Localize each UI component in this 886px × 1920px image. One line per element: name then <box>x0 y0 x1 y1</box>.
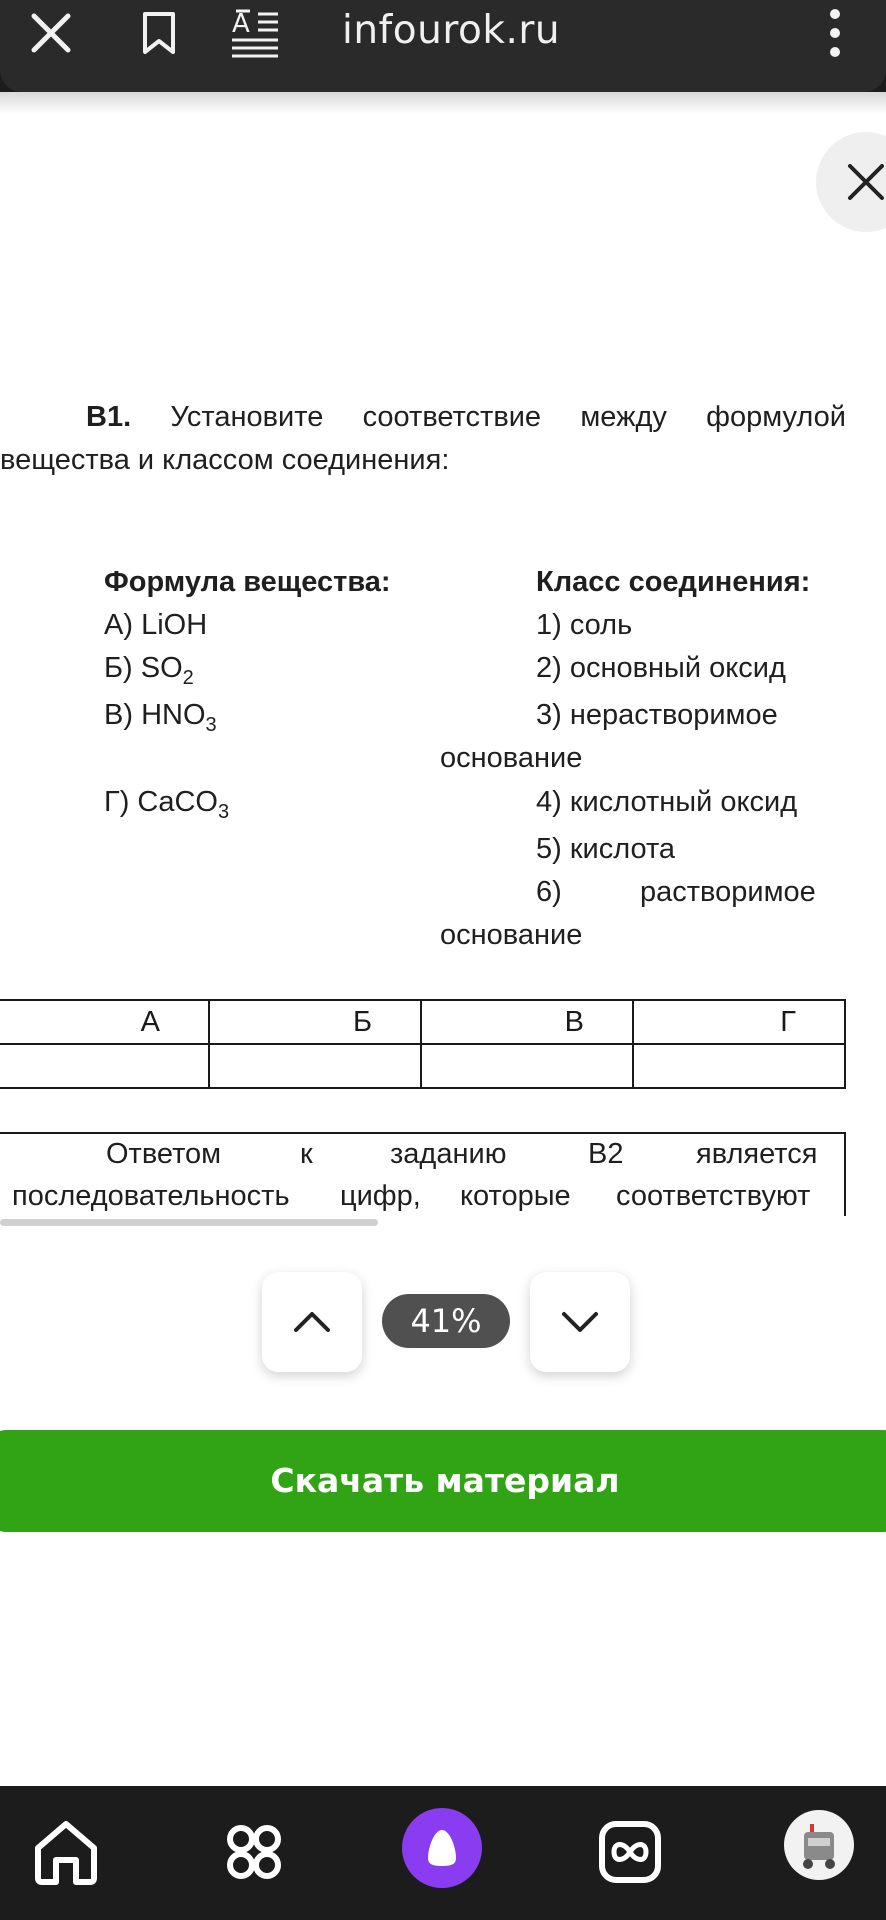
formula-item-g <box>104 786 230 823</box>
browser-toolbar-panel <box>0 0 886 92</box>
bookmark-icon[interactable] <box>138 10 180 56</box>
question-b1-line1 <box>86 396 846 439</box>
b2-word: к <box>300 1138 313 1170</box>
class-item-1: 1) соль <box>536 609 633 641</box>
bottom-nav-bar <box>0 1786 886 1920</box>
table-header-cell: Г <box>633 1000 845 1044</box>
formula-prefix: А) <box>104 609 142 641</box>
table-row <box>0 1044 845 1088</box>
formula-prefix: Г) <box>104 786 138 818</box>
formula-main: HNO <box>141 699 206 731</box>
apps-grid-icon[interactable] <box>214 1812 294 1892</box>
table-header-cell: А <box>0 1000 209 1044</box>
zoom-level-badge: 41% <box>382 1294 510 1348</box>
b2-word: последовательность <box>12 1180 290 1212</box>
b2-word: цифр, <box>340 1180 421 1212</box>
table-cell <box>633 1044 845 1088</box>
formula-prefix: Б) <box>104 652 141 684</box>
close-viewer-button[interactable] <box>816 132 886 232</box>
infinity-icon[interactable] <box>590 1812 670 1892</box>
more-vertical-icon[interactable] <box>820 6 850 60</box>
class-item-3: 3) нерастворимое <box>536 699 778 731</box>
question-text-line1: Установите соответствие между формулой <box>170 401 846 433</box>
formula-item-b <box>104 652 194 689</box>
question-label: B1. <box>86 401 132 433</box>
formula-subscript: 3 <box>205 714 217 736</box>
close-icon[interactable] <box>28 10 74 56</box>
home-icon[interactable] <box>26 1812 106 1892</box>
table-header-cell: Б <box>209 1000 421 1044</box>
formula-subscript: 2 <box>182 667 194 689</box>
url-bar[interactable]: infourok.ru <box>342 8 561 53</box>
table-cell <box>209 1044 421 1088</box>
class-item-2: 2) основный оксид <box>536 652 786 684</box>
horizontal-scrollbar[interactable] <box>0 1219 378 1226</box>
table-cell <box>0 1044 209 1088</box>
download-material-button[interactable]: Скачать материал <box>0 1430 886 1532</box>
class-item-5: 5) кислота <box>536 833 676 865</box>
formula-main: LiOH <box>141 609 208 641</box>
b2-word: В2 <box>588 1138 624 1170</box>
formula-main: SO <box>140 652 183 684</box>
b2-word: является <box>696 1138 818 1170</box>
table-header-cell: В <box>421 1000 633 1044</box>
class-item-6-word: растворимое <box>640 876 816 908</box>
table-cell <box>421 1044 633 1088</box>
profile-avatar[interactable] <box>784 1810 854 1880</box>
b2-word: заданию <box>390 1138 507 1170</box>
formula-prefix: В) <box>104 699 142 731</box>
toolbar-shadow <box>0 92 886 114</box>
class-item-6-wrap: основание <box>440 919 583 951</box>
alice-assistant-button[interactable] <box>402 1808 482 1888</box>
zoom-out-button[interactable] <box>530 1272 630 1372</box>
class-item-6-num: 6) <box>536 876 562 908</box>
zoom-in-button[interactable] <box>262 1272 362 1372</box>
formula-subscript: 3 <box>218 801 230 823</box>
class-item-4: 4) кислотный оксид <box>536 786 798 818</box>
formula-header: Формула вещества: <box>104 566 391 598</box>
browser-toolbar <box>0 0 886 92</box>
formula-item-v <box>104 699 217 736</box>
table-row <box>0 1000 845 1044</box>
class-header: Класс соединения: <box>536 566 811 598</box>
formula-item-a <box>104 609 207 642</box>
b2-word: которые <box>460 1180 571 1212</box>
reader-mode-icon[interactable] <box>228 6 282 60</box>
class-item-3-wrap: основание <box>440 742 583 774</box>
question-text-line2: вещества и классом соединения: <box>0 444 450 476</box>
formula-main: CaCO <box>137 786 218 818</box>
chevron-up-icon <box>292 1304 332 1340</box>
svg-text:A: A <box>232 9 250 39</box>
b2-word: соответствуют <box>616 1180 811 1212</box>
answer-table <box>0 999 846 1089</box>
close-icon <box>846 162 886 202</box>
b2-word: Ответом <box>106 1138 222 1170</box>
robot-avatar-icon <box>784 1810 854 1880</box>
chevron-down-icon <box>560 1304 600 1340</box>
alice-assistant-icon <box>426 1828 458 1868</box>
